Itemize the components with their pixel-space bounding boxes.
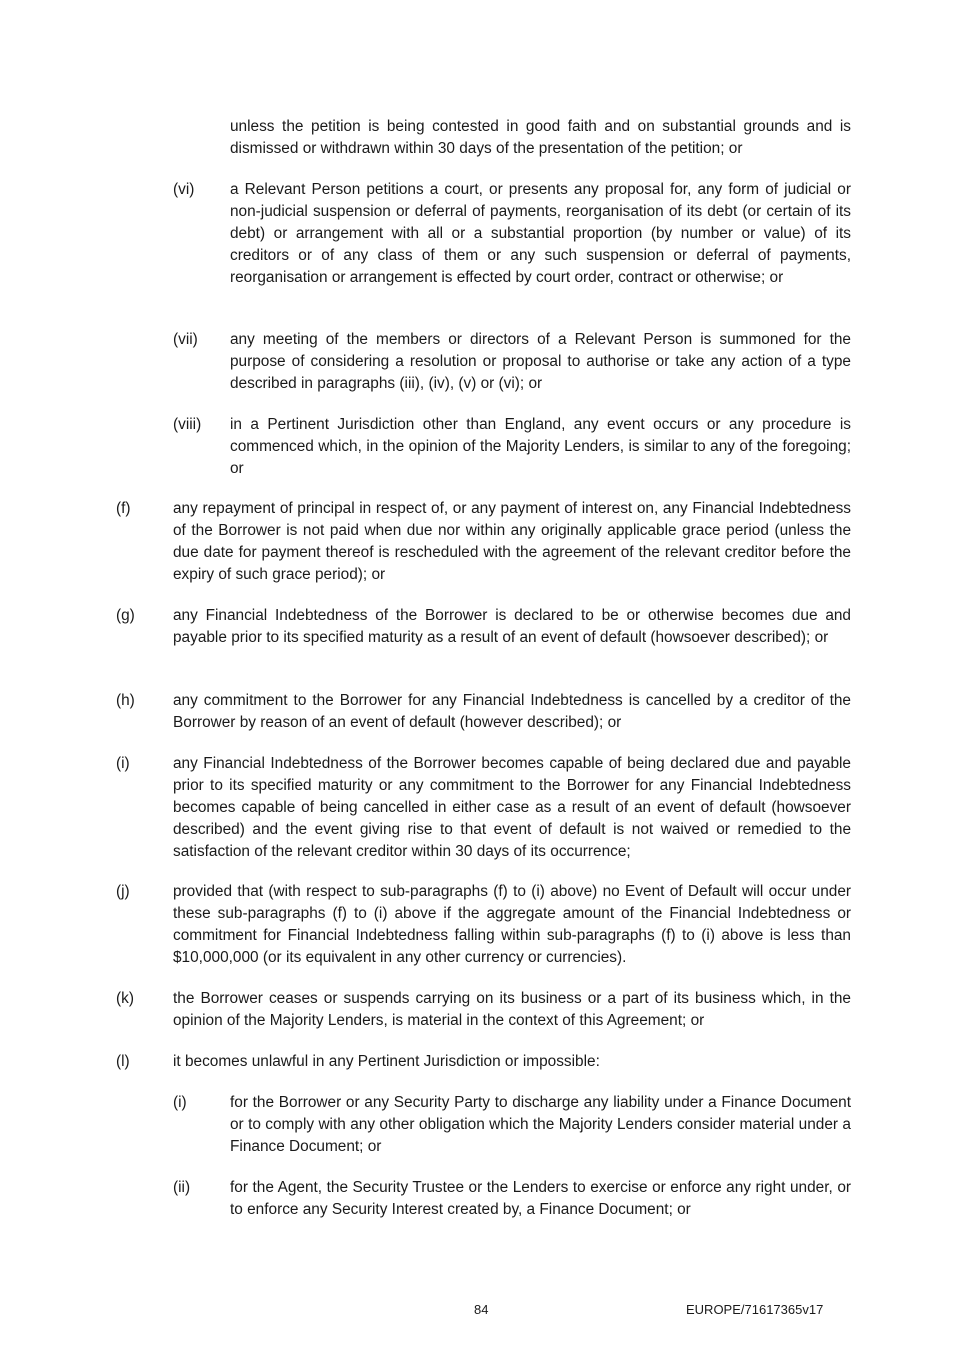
sub-item-text-viii: in a Pertinent Jurisdiction other than England, any event occurs or any procedure is commenced which, in the opinion of the Majority Lenders, is similar to any of the foregoing; or bbox=[230, 416, 851, 477]
l-sub-item-label-i: (i) bbox=[173, 1094, 187, 1111]
item-text-f: any repayment of principal in respect of, or any payment of interest on, any Financial Indebtedness of the Borrower is not paid when due nor within any originally applicable grace period (unless the due date for payment thereof is rescheduled with the agreement of the relevant creditor before the expiry of such grace period); or bbox=[173, 500, 851, 583]
continuation-paragraph: unless the petition is being contested in good faith and on substantial grounds and is dismissed or withdrawn within 30 days of the presentation of the petition; or bbox=[230, 118, 851, 157]
sub-item-label-vii: (vii) bbox=[173, 331, 198, 348]
sub-item-label-viii: (viii) bbox=[173, 416, 202, 433]
page-number: 84 bbox=[474, 1302, 489, 1317]
item-label-k: (k) bbox=[116, 990, 134, 1007]
item-label-h: (h) bbox=[116, 692, 135, 709]
document-reference: EUROPE/71617365v17 bbox=[686, 1302, 824, 1317]
item-label-g: (g) bbox=[116, 607, 135, 624]
item-text-l: it becomes unlawful in any Pertinent Jurisdiction or impossible: bbox=[173, 1053, 600, 1070]
item-text-j: provided that (with respect to sub-paragraphs (f) to (i) above) no Event of Default will occur under these sub-paragraphs (f) to (i) above if the aggregate amount of the Financial Indebtedness or commitment for Financial Indebtedness falling within sub-paragraphs (f) to (i) above is less than $10,000,000 (or its equivalent in any other currency or currencies). bbox=[173, 883, 851, 966]
item-text-g: any Financial Indebtedness of the Borrower is declared to be or otherwise becomes due and payable prior to its specified maturity as a result of an event of default (howsoever described); or bbox=[173, 607, 851, 646]
sub-item-text-vi: a Relevant Person petitions a court, or presents any proposal for, any form of judicial or non-judicial suspension or deferral of payments, reorganisation of its debt (or certain of its debt) or arrangement with all or a substantial proportion (by number or value) of its creditors or of any class of them or any such suspension or deferral of payments, reorganisation or arrangement is effected by court order, contract or otherwise; or bbox=[230, 181, 851, 286]
item-text-h: any commitment to the Borrower for any Financial Indebtedness is cancelled by a creditor of the Borrower by reason of an event of default (however described); or bbox=[173, 692, 851, 731]
sub-item-text-vii: any meeting of the members or directors of a Relevant Person is summoned for the purpose of considering a resolution or proposal to authorise or take any action of a type described in paragraphs (iii), (iv), (v) or (vi); or bbox=[230, 331, 851, 392]
item-text-k: the Borrower ceases or suspends carrying on its business or a part of its business which, in the opinion of the Majority Lenders, is material in the context of this Agreement; or bbox=[173, 990, 851, 1029]
item-label-i: (i) bbox=[116, 755, 130, 772]
item-text-i: any Financial Indebtedness of the Borrower becomes capable of being declared due and payable prior to its specified maturity or any commitment to the Borrower for any Financial Indebtedness becomes capable of being cancelled in either case as a result of an event of default (howsoever described) and the event giving rise to that event of default is not waived or remedied to the satisfaction of the relevant creditor within 30 days of its occurrence; bbox=[173, 755, 851, 860]
item-label-j: (j) bbox=[116, 883, 130, 900]
item-label-f: (f) bbox=[116, 500, 131, 517]
l-sub-item-text-i: for the Borrower or any Security Party to discharge any liability under a Finance Document or to comply with any other obligation which the Majority Lenders consider material under a Finance Document; or bbox=[230, 1094, 851, 1155]
item-label-l: (l) bbox=[116, 1053, 130, 1070]
l-sub-item-text-ii: for the Agent, the Security Trustee or the Lenders to exercise or enforce any right under, or to enforce any Security Interest created by, a Finance Document; or bbox=[230, 1179, 851, 1218]
sub-item-label-vi: (vi) bbox=[173, 181, 195, 198]
l-sub-item-label-ii: (ii) bbox=[173, 1179, 191, 1196]
